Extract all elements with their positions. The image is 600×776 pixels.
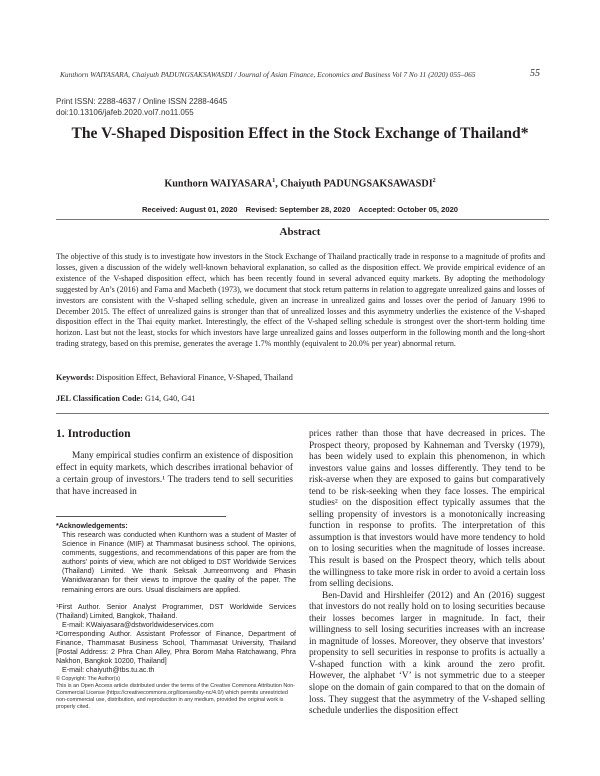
footnote-divider <box>56 516 226 517</box>
footnote-1-email: E-mail: KWaiyasara@dstworldwideservices.com <box>62 621 214 629</box>
abstract-body: The objective of this study is to investigate how investors in the Stock Exchange of Thailand practically trade in response to a magnitude of profits and losses, given a discussion of the widely well-known behavioral explanation, so called as the disposition effect. We provide empirical evidence of an existence of the V-shaped disposition effect, which has been recently found in several advanced equity markets. By adopting the methodology suggested by An’s (2016) and Fama and Macbeth (1973), we document that stock return patterns in relation to aggregate unrealized gains and losses of investors are consistent with the V-shaped selling schedule, given an increase in unrealized gains and losses over the period of January 1996 to December 2015. The effect of unrealized gains is stronger than that of unrealized losses and this asymmetry underlies the existence of the V-shaped disposition effect in the Thai equity market. Interestingly, the effect of the V-shaped selling schedule is strongest over the short-term holding time horizon. Last but not the least, stocks for which investors have large unrealized gains and losses outperform in the following month and the long-short trading strategy, based on this premise, generates the average 1.7% monthly (equivalent to 20.0% per year) abnormal return. <box>56 252 545 349</box>
footnote-2: ²Corresponding Author. Assistant Professor of Finance, Department of Finance, Thammasat Business School, Thammasat University, Thailand [Postal Address: 2 Phra Chan Alley, Phra Borom Maha Ratchawang, Phra Nakhon, Bangkok 10200, Thailand] <box>56 630 296 666</box>
copyright-notice <box>56 676 296 711</box>
jel-codes <box>56 394 195 403</box>
abstract-heading: Abstract <box>279 226 321 238</box>
footnote-1: ¹First Author. Senior Analyst Programmer, DST Worldwide Services (Thailand) Limited, Bangkok, Thailand. <box>56 603 296 621</box>
right-column <box>309 429 545 718</box>
author-2: Chaiyuth PADUNGSAKSAWASDI <box>280 178 433 190</box>
acknowledgements-heading: *Acknowledgements: <box>56 522 128 530</box>
body-paragraph: prices rather than those that have decreased in prices. The Prospect theory, proposed by Kahneman and Tversky (1979), has been widely used to explain this phenomenon, in which investors value gains and losses differently. They tend to be risk-averse when they are exposed to gains but comparatively tend to be risk-seeking when they face losses. The empirical studies² on the disposition effect typically assumes that the selling propensity of investors is a monotonically increasing function in response to profits. The interpretation of this assumption is that investors would have more tendency to hold on to losing securities when the magnitude of losses increase. This result is based on the Prospect theory, which tells about the willingness to take more risk in order to avoid a certain loss from selling decisions. <box>309 429 545 590</box>
copyright-line: © Copyright: The Author(s) <box>56 676 121 682</box>
keywords-value: Disposition Effect, Behavioral Finance, V-Shaped, Thailand <box>94 373 293 382</box>
doi-line: doi:10.13106/jafeb.2020.vol7.no11.055 <box>56 108 194 117</box>
jel-value: G14, G40, G41 <box>142 394 196 403</box>
intro-paragraph: Many empirical studies confirm an existence of disposition effect in equity markets, which describes irrational behavior of a certain group of investors.¹ The traders tend to sell securities that have increased in <box>56 451 293 497</box>
body-paragraph: Ben-David and Hirshleifer (2012) and An (2016) suggest that investors do not really hold on to losing securities because their losses becomes larger in magnitude. In fact, their willingness to sell losing securities increases with an increase in magnitude of losses. Moreover, they observe that investors’ propensity to sell securities in response to profits is actually a V-shaped function with a kink around the zero profit. However, the alphabet ‘V’ is not symmetric due to a steeper slope on the domain of gain compared to that on the domain of loss. They suggest that the asymmetry of the V-shaped selling schedule underlies the disposition effect <box>309 590 545 717</box>
issn-line: Print ISSN: 2288-4637 / Online ISSN 2288-4645 <box>56 97 228 106</box>
received-date: Received: August 01, 2020 <box>141 205 238 214</box>
header-divider <box>56 219 549 220</box>
keywords <box>56 373 293 382</box>
author-1-affil: 1 <box>272 178 276 184</box>
revised-date: Revised: September 28, 2020 <box>245 205 351 214</box>
abstract-divider <box>56 413 549 414</box>
author-separator: , <box>275 178 281 190</box>
footnote-2-email: E-mail: chaiyuth@tbs.tu.ac.th <box>62 666 155 674</box>
acknowledgements-text: This research was conducted when Kunthorn was a student of Master of Science in Finance (MIF) at Thammasat business school. The opinions, comments, suggestions, and recommendations of this paper are from the authors’ points of view, which are not obliged to DST Worldwide Services (Thailand) Limited. We thank Seksak Jumreornvong and Phasin Wanidwaranan for their views to improve the quality of the paper. The remaining errors are ours. Usual disclaimers are applied. <box>62 531 296 594</box>
jel-label: JEL Classification Code: <box>56 394 143 403</box>
author-2-affil: 2 <box>432 178 436 184</box>
section-heading-introduction: 1. Introduction <box>56 427 131 440</box>
license-text: This is an Open Access article distributed under the terms of the Creative Commons Attribution Non-Commercial License (https://creativecommons.org/licenses/by-nc/4.0/) which permits unrestricted non-commercial use, distribution, and reproduction in any medium, provided the original work is properly cited. <box>56 683 296 711</box>
dates-line <box>0 205 600 214</box>
paper-title: The V-Shaped Disposition Effect in the Stock Exchange of Thailand* <box>71 125 529 142</box>
page-number: 55 <box>530 68 540 79</box>
running-head: Kunthorn WAIYASARA, Chaiyuth PADUNGSAKSAWASDI / Journal of Asian Finance, Economics and Business Vol 7 No 11 (2020) 055–065 <box>60 70 476 79</box>
author-1: Kunthorn WAIYASARA <box>164 178 273 190</box>
author-line <box>0 178 600 189</box>
accepted-date: Accepted: October 05, 2020 <box>358 205 459 214</box>
keywords-label: Keywords: <box>56 373 95 382</box>
